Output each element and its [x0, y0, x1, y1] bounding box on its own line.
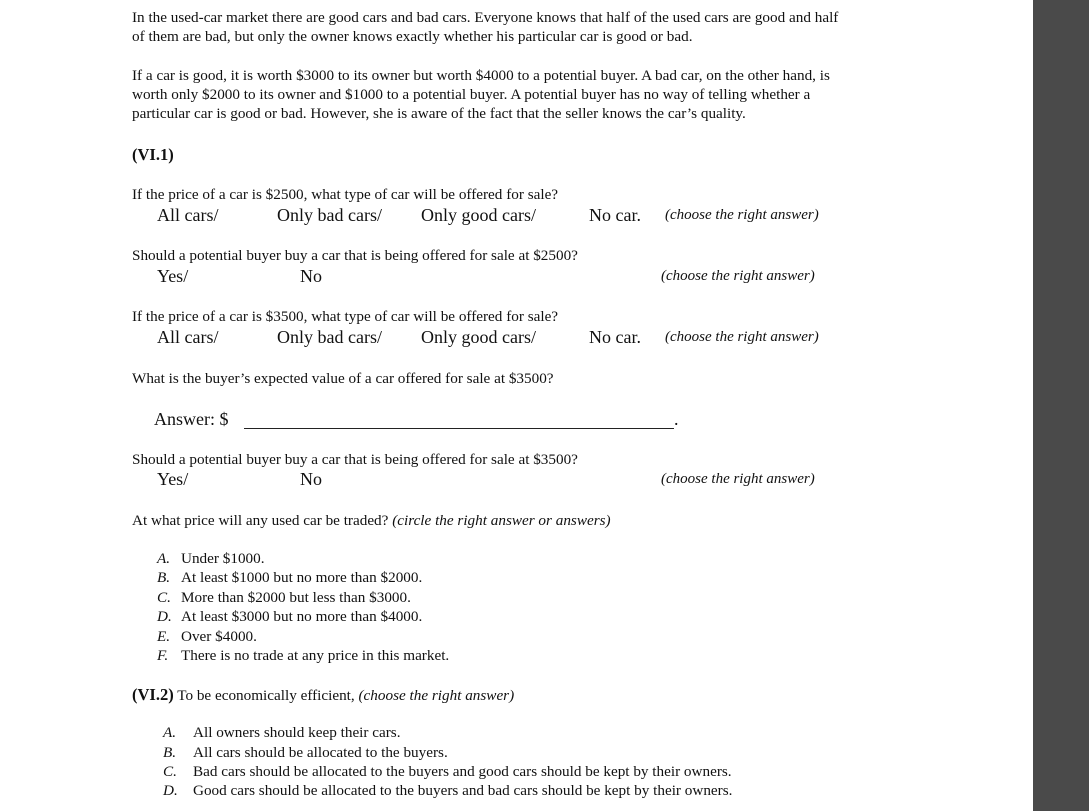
choice-letter: A.: [157, 550, 171, 567]
q3-text: If the price of a car is $3500, what type of car will be offered for sale?: [132, 308, 559, 325]
q4-answer-period: .: [674, 409, 679, 429]
q5-option-no[interactable]: No: [300, 469, 322, 489]
q6-choice-d[interactable]: [157, 607, 422, 626]
q6-text: At what price will any used car be traded?: [132, 512, 389, 529]
choice-text: All cars should be allocated to the buyers.: [193, 744, 448, 761]
q2-text: Should a potential buyer buy a car that is being offered for sale at $2500?: [132, 247, 578, 264]
choice-text: Over $4000.: [181, 628, 257, 645]
viewer-scrollbar-area[interactable]: [1033, 0, 1089, 811]
para2-line-2: worth only $2000 to its owner and $1000 to a potential buyer. A potential buyer has no way of telling whether a: [132, 86, 811, 103]
choice-letter: A.: [163, 724, 177, 741]
q3-option-only-good[interactable]: Only good cars/: [421, 327, 536, 347]
choice-letter: D.: [163, 782, 178, 799]
choice-letter: E.: [157, 628, 171, 645]
choice-letter: D.: [157, 608, 172, 625]
choice-letter: B.: [163, 744, 177, 761]
intro-line-1: In the used-car market there are good cars and bad cars. Everyone knows that half of the used cars are good and half: [132, 9, 839, 26]
choice-text: There is no trade at any price in this market.: [181, 647, 450, 664]
choice-letter: C.: [157, 589, 171, 606]
q6-choice-f[interactable]: [157, 646, 449, 665]
section-heading-vi2: (VI.2): [132, 685, 174, 704]
q2-option-no[interactable]: No: [300, 266, 322, 286]
choice-letter: C.: [163, 763, 177, 780]
q6-choice-c[interactable]: [157, 588, 411, 607]
q1-hint: (choose the right answer): [665, 207, 819, 223]
s2-choice-a[interactable]: [163, 723, 401, 742]
q1-option-only-good[interactable]: Only good cars/: [421, 205, 536, 225]
q4-answer-blank[interactable]: [244, 428, 674, 429]
q2-option-yes[interactable]: Yes/: [157, 266, 189, 286]
q6-choice-b[interactable]: [157, 568, 422, 587]
q3-option-all-cars[interactable]: All cars/: [157, 327, 219, 347]
q6-choice-e[interactable]: [157, 627, 257, 646]
q4-text: What is the buyer’s expected value of a car offered for sale at $3500?: [132, 370, 554, 387]
s2-choice-b[interactable]: [163, 743, 448, 762]
q1-option-no-car[interactable]: No car.: [589, 205, 641, 225]
choice-letter: B.: [157, 569, 171, 586]
choice-letter: F.: [157, 647, 169, 664]
q5-hint: (choose the right answer): [661, 471, 815, 487]
q4-answer-label: Answer: $: [154, 409, 229, 429]
choice-text: At least $1000 but no more than $2000.: [181, 569, 423, 586]
q2-hint: (choose the right answer): [661, 268, 815, 284]
q6-line: [132, 511, 611, 530]
para2-line-3: particular car is good or bad. However, she is aware of the fact that the seller knows the car’s quality.: [132, 105, 746, 122]
choice-text: More than $2000 but less than $3000.: [181, 589, 411, 606]
q3-hint: (choose the right answer): [665, 329, 819, 345]
q3-option-no-car[interactable]: No car.: [589, 327, 641, 347]
section-heading-vi1: (VI.1): [132, 145, 174, 164]
q1-text: If the price of a car is $2500, what type of car will be offered for sale?: [132, 186, 559, 203]
q5-text: Should a potential buyer buy a car that is being offered for sale at $3500?: [132, 451, 578, 468]
section-vi2-line: [132, 685, 514, 705]
choice-text: Bad cars should be allocated to the buyers and good cars should be kept by their owners.: [193, 763, 732, 780]
q6-choice-a[interactable]: [157, 549, 265, 568]
q1-option-only-bad[interactable]: Only bad cars/: [277, 205, 382, 225]
para2-line-1: If a car is good, it is worth $3000 to its owner but worth $4000 to a potential buyer. A bad car, on the other hand, is: [132, 67, 830, 84]
section2-hint: (choose the right answer): [358, 687, 515, 704]
s2-choice-c[interactable]: [163, 762, 732, 781]
choice-text: At least $3000 but no more than $4000.: [181, 608, 423, 625]
q1-option-all-cars[interactable]: All cars/: [157, 205, 219, 225]
section2-text: To be economically efficient,: [177, 687, 355, 704]
q5-option-yes[interactable]: Yes/: [157, 469, 189, 489]
q3-option-only-bad[interactable]: Only bad cars/: [277, 327, 382, 347]
choice-text: All owners should keep their cars.: [193, 724, 401, 741]
choice-text: Under $1000.: [181, 550, 265, 567]
q6-hint: (circle the right answer or answers): [392, 512, 611, 529]
s2-choice-d[interactable]: [163, 781, 732, 800]
intro-line-2: of them are bad, but only the owner knows exactly whether his particular car is good or bad.: [132, 28, 693, 45]
choice-text: Good cars should be allocated to the buyers and bad cars should be kept by their owners.: [193, 782, 733, 799]
